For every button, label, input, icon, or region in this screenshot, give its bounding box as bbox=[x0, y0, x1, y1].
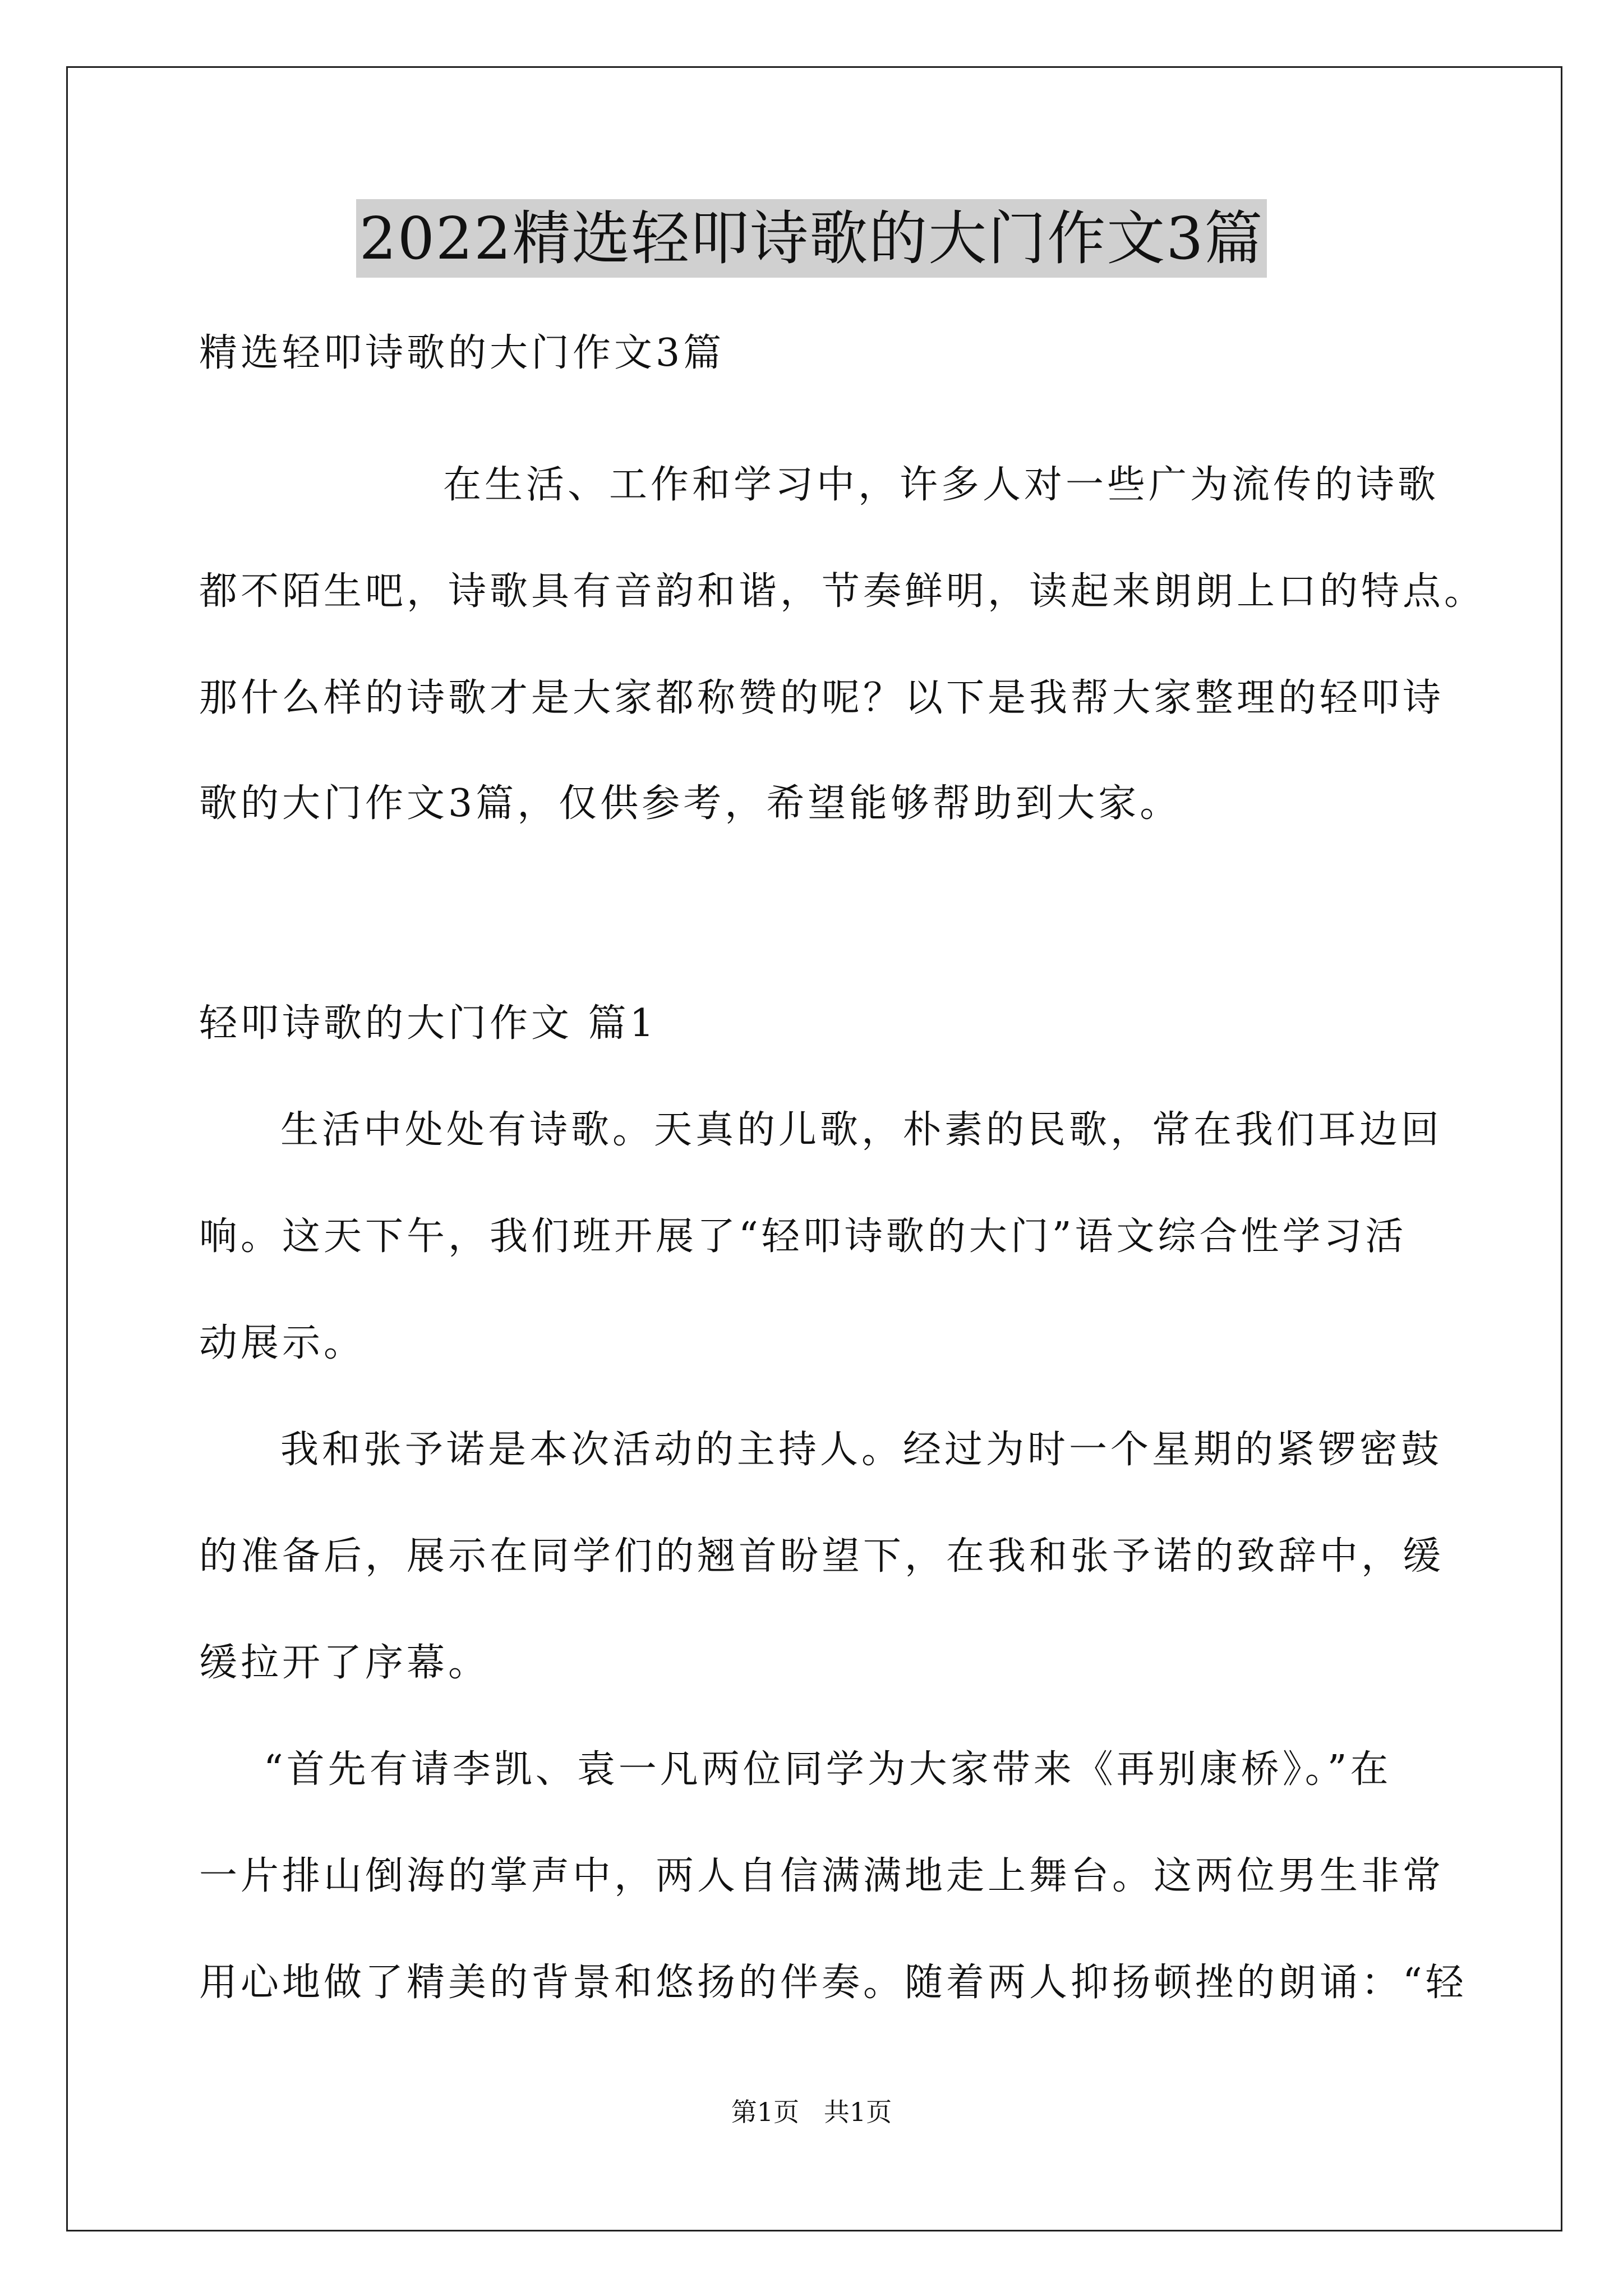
para3-line-3: 用心地做了精美的背景和悠扬的伴奏。随着两人抑扬顿挫的朗诵：“轻 bbox=[199, 1961, 1467, 2005]
para1-line-1: 生活中处处有诗歌。天真的儿歌，朴素的民歌，常在我们耳边回 bbox=[280, 1108, 1443, 1152]
intro-line-2: 都不陌生吧，诗歌具有音韵和谐，节奏鲜明，读起来朗朗上口的特点。 bbox=[199, 569, 1486, 614]
para3-line-1: “首先有请李凯、袁一凡两位同学为大家带来《再别康桥》。”在 bbox=[264, 1747, 1392, 1792]
para2-line-1: 我和张予诺是本次活动的主持人。经过为时一个星期的紧锣密鼓 bbox=[280, 1428, 1443, 1472]
subtitle-line: 精选轻叩诗歌的大门作文3篇 bbox=[199, 331, 725, 375]
para1-line-3: 动展示。 bbox=[199, 1321, 366, 1365]
document-title: 2022精选轻叩诗歌的大门作文3篇 bbox=[356, 199, 1267, 278]
section-heading: 轻叩诗歌的大门作文 篇1 bbox=[199, 1001, 657, 1046]
para2-line-2: 的准备后，展示在同学们的翘首盼望下，在我和张予诺的致辞中，缓 bbox=[199, 1534, 1445, 1579]
intro-line-3: 那什么样的诗歌才是大家都称赞的呢？以下是我帮大家整理的轻叩诗 bbox=[199, 676, 1445, 720]
para2-line-3: 缓拉开了序幕。 bbox=[199, 1641, 490, 1685]
intro-line-4: 歌的大门作文3篇，仅供参考，希望能够帮助到大家。 bbox=[199, 781, 1182, 826]
page-footer: 第1页 共1页 bbox=[731, 2097, 892, 2127]
para3-line-2: 一片排山倒海的掌声中，两人自信满满地走上舞台。这两位男生非常 bbox=[199, 1854, 1445, 1898]
intro-line-1: 在生活、工作和学习中，许多人对一些广为流传的诗歌 bbox=[443, 463, 1440, 507]
para1-line-2: 响。这天下午，我们班开展了“轻叩诗歌的大门”语文综合性学习活 bbox=[199, 1214, 1407, 1259]
title-wrap bbox=[0, 199, 1623, 278]
